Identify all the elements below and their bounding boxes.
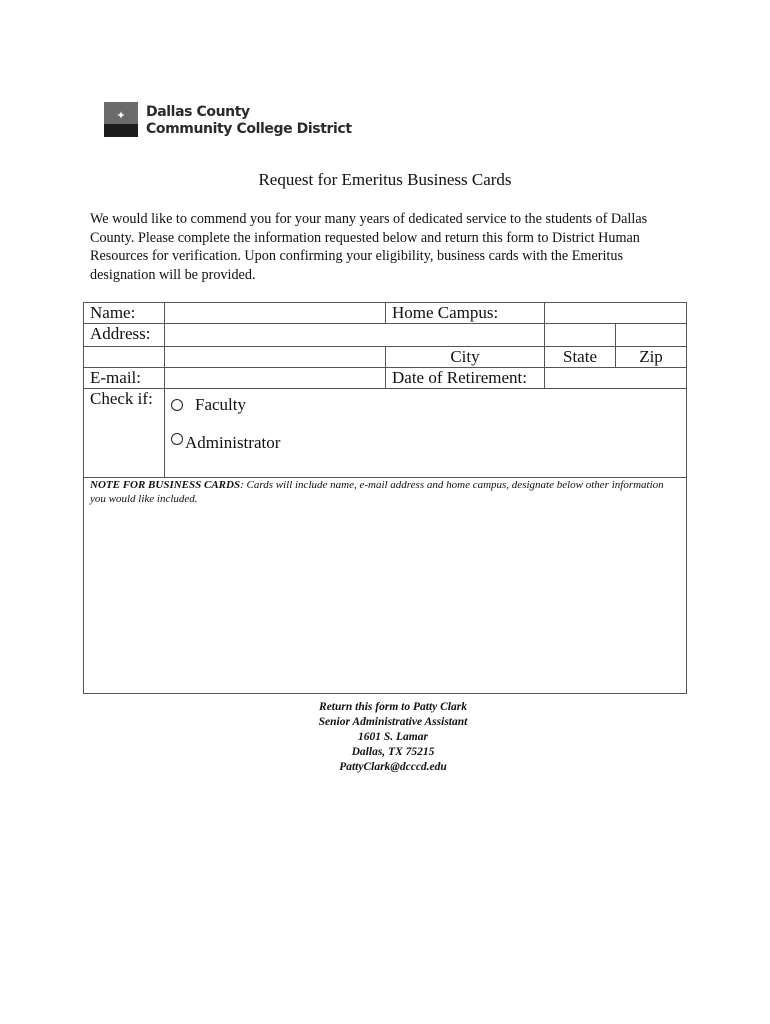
administrator-label: Administrator	[185, 433, 281, 452]
home-campus-label: Home Campus:	[386, 303, 545, 324]
faculty-radio[interactable]	[171, 399, 183, 411]
email-label: E-mail:	[84, 368, 165, 389]
address-label: Address:	[84, 324, 165, 347]
district-logo	[104, 102, 352, 138]
page-title: Request for Emeritus Business Cards	[258, 170, 512, 189]
return-address	[0, 700, 770, 775]
name-field[interactable]	[165, 303, 386, 324]
email-field[interactable]	[165, 368, 386, 389]
request-form	[83, 302, 687, 694]
address-line-2-field[interactable]	[165, 347, 386, 368]
logo-line-2: Community College District	[146, 121, 352, 137]
address-cont-label	[84, 347, 165, 368]
star-icon: ✦	[116, 109, 126, 122]
logo-text	[146, 104, 352, 138]
retirement-date-label: Date of Retirement:	[386, 368, 545, 389]
address-field[interactable]	[165, 324, 545, 347]
address-field-2[interactable]	[545, 324, 616, 347]
check-if-label: Check if:	[84, 389, 165, 478]
footer-line-4: Dallas, TX 75215	[351, 746, 435, 758]
footer-line-2: Senior Administrative Assistant	[318, 716, 468, 728]
note-heading: NOTE FOR BUSINESS CARDS	[90, 479, 241, 491]
administrator-radio[interactable]	[171, 433, 183, 445]
faculty-label: Faculty	[195, 395, 246, 414]
administrator-option[interactable]	[171, 433, 680, 453]
footer-line-1: Return this form to Patty Clark	[319, 701, 467, 713]
zip-label: Zip	[616, 347, 687, 368]
role-options	[165, 389, 687, 478]
address-field-3[interactable]	[616, 324, 687, 347]
logo-line-1: Dallas County	[146, 104, 250, 120]
state-label: State	[545, 347, 616, 368]
footer-line-3: 1601 S. Lamar	[358, 731, 428, 743]
note-text: : Cards will include name, e-mail address and home campus, designate below other information you would like included.	[90, 479, 664, 505]
logo-mark	[104, 102, 138, 137]
faculty-option[interactable]	[171, 395, 680, 415]
retirement-date-field[interactable]	[545, 368, 687, 389]
home-campus-field[interactable]	[545, 303, 687, 324]
intro-paragraph: We would like to commend you for your many years of dedicated service to the students of Dallas County. Please complete the information requested below and return this form to District Human Resources for verification. Upon confirming your eligibility, business cards with the Emeritus designation will be provided.	[90, 211, 648, 283]
name-label: Name:	[84, 303, 165, 324]
business-card-note[interactable]	[84, 478, 687, 694]
footer-email: PattyClark@dcccd.edu	[339, 761, 447, 773]
city-label: City	[386, 347, 545, 368]
